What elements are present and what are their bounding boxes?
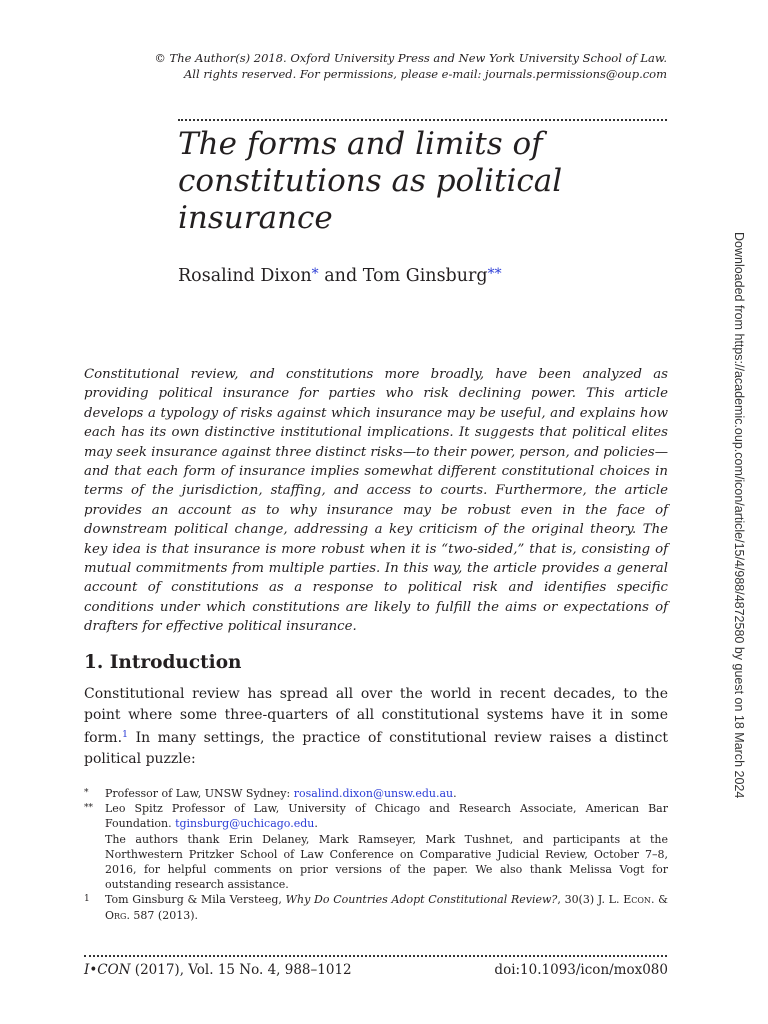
footnote-text: Professor of Law, UNSW Sydney:	[105, 787, 294, 800]
header-divider	[178, 119, 667, 121]
acknowledgement: The authors thank Erin Delaney, Mark Ramseyer, Mark Tushnet, and participants at the Northwestern Pritzker School of Law Conference on Comparative Judicial Review, October 7–8, 2016, for helpful comments on prior versions of the paper. We also thank Melissa Vogt for outstanding research assistance.	[105, 832, 668, 892]
footnotes	[84, 786, 668, 923]
doi: doi:10.1093/icon/mox080	[494, 962, 668, 978]
author-line	[178, 262, 502, 288]
footnote-mark: **	[84, 803, 93, 814]
author-connector: and	[318, 266, 363, 286]
footnote	[84, 892, 668, 922]
footnote-text: . 587 (2013).	[126, 908, 198, 922]
footnote-text: Tom Ginsburg & Mila Versteeg,	[105, 893, 286, 907]
intro-paragraph	[84, 684, 668, 769]
footnote-ref-link[interactable]: 1	[122, 729, 129, 740]
journal-abbrev: Econ	[623, 893, 651, 907]
footnote-text: .	[453, 787, 457, 800]
footnote-mark: 1	[84, 894, 90, 905]
intro-text: Constitutional review has spread all over the world in recent decades, to the point where some three-quarters of all constitutional systems have it in some form.	[84, 686, 668, 746]
footnote-text: .	[314, 817, 318, 831]
journal-name: I•CON	[84, 962, 131, 978]
section-heading: 1. Introduction	[84, 652, 242, 673]
footnote-text: , 30(3) J. L.	[557, 893, 624, 907]
intro-text: In many settings, the practice of constitutional review raises a distinct political puzzle:	[84, 730, 668, 767]
footnote-text: . &	[650, 893, 668, 907]
author-footnote-link[interactable]: *	[311, 266, 319, 282]
journal-abbrev: Org	[105, 908, 127, 922]
footnote	[84, 801, 668, 892]
citation-details: (2017), Vol. 15 No. 4, 988–1012	[130, 962, 352, 978]
footnote-mark: *	[84, 788, 89, 798]
copyright-notice	[150, 50, 667, 82]
email-link[interactable]: rosalind.dixon@unsw.edu.au	[293, 787, 454, 800]
copyright-line-1: © The Author(s) 2018. Oxford University Press and New York University School of Law.	[154, 51, 667, 65]
abstract: Constitutional review, and constitutions more broadly, have been analyzed as providing political insurance for parties who risk declining power. This article develops a typology of risks against which insurance may be useful, and explains how each has its own distinctive institutional implications. It suggests that political elites may seek insurance against three distinct risks—to their power, person, and policies—and that each form of insurance implies somewhat different constitutional choices in terms of the jurisdiction, staffing, and access to courts. Furthermore, the article provides an account as to why insurance may be robust even in the face of downstream political change, addressing a key criticism of the original theory. The key idea is that insurance is more robust when it is “two-sided,” that is, consisting of mutual commitments from multiple parties. In this way, the article provides a general account of constitutions as a response to political risk and identifies specific conditions under which constitutions are likely to fulfill the aims or expectations of drafters for effective political insurance.	[84, 367, 668, 635]
footer-divider	[84, 955, 667, 957]
article-title: The forms and limits of constitutions as political insurance	[178, 126, 563, 236]
footnote-text: Leo Spitz Professor of Law, University of Chicago and Research Associate, American Bar Foundation.	[105, 802, 668, 831]
author-name: Rosalind Dixon	[178, 266, 312, 286]
author-name: Tom Ginsburg	[362, 266, 488, 286]
cited-title: Why Do Countries Adopt Constitutional Review?	[285, 893, 558, 907]
email-link[interactable]: tginsburg@uchicago.edu	[175, 817, 315, 831]
download-watermark: Downloaded from https://academic.oup.com/icon/article/15/4/988/4872580 by guest on 18 March 2024	[732, 232, 746, 799]
journal-citation	[84, 962, 352, 978]
copyright-line-2: All rights reserved. For permissions, please e-mail: journals.permissions@oup.com	[184, 67, 667, 81]
author-footnote-link[interactable]: **	[487, 266, 502, 282]
footnote	[84, 786, 668, 801]
